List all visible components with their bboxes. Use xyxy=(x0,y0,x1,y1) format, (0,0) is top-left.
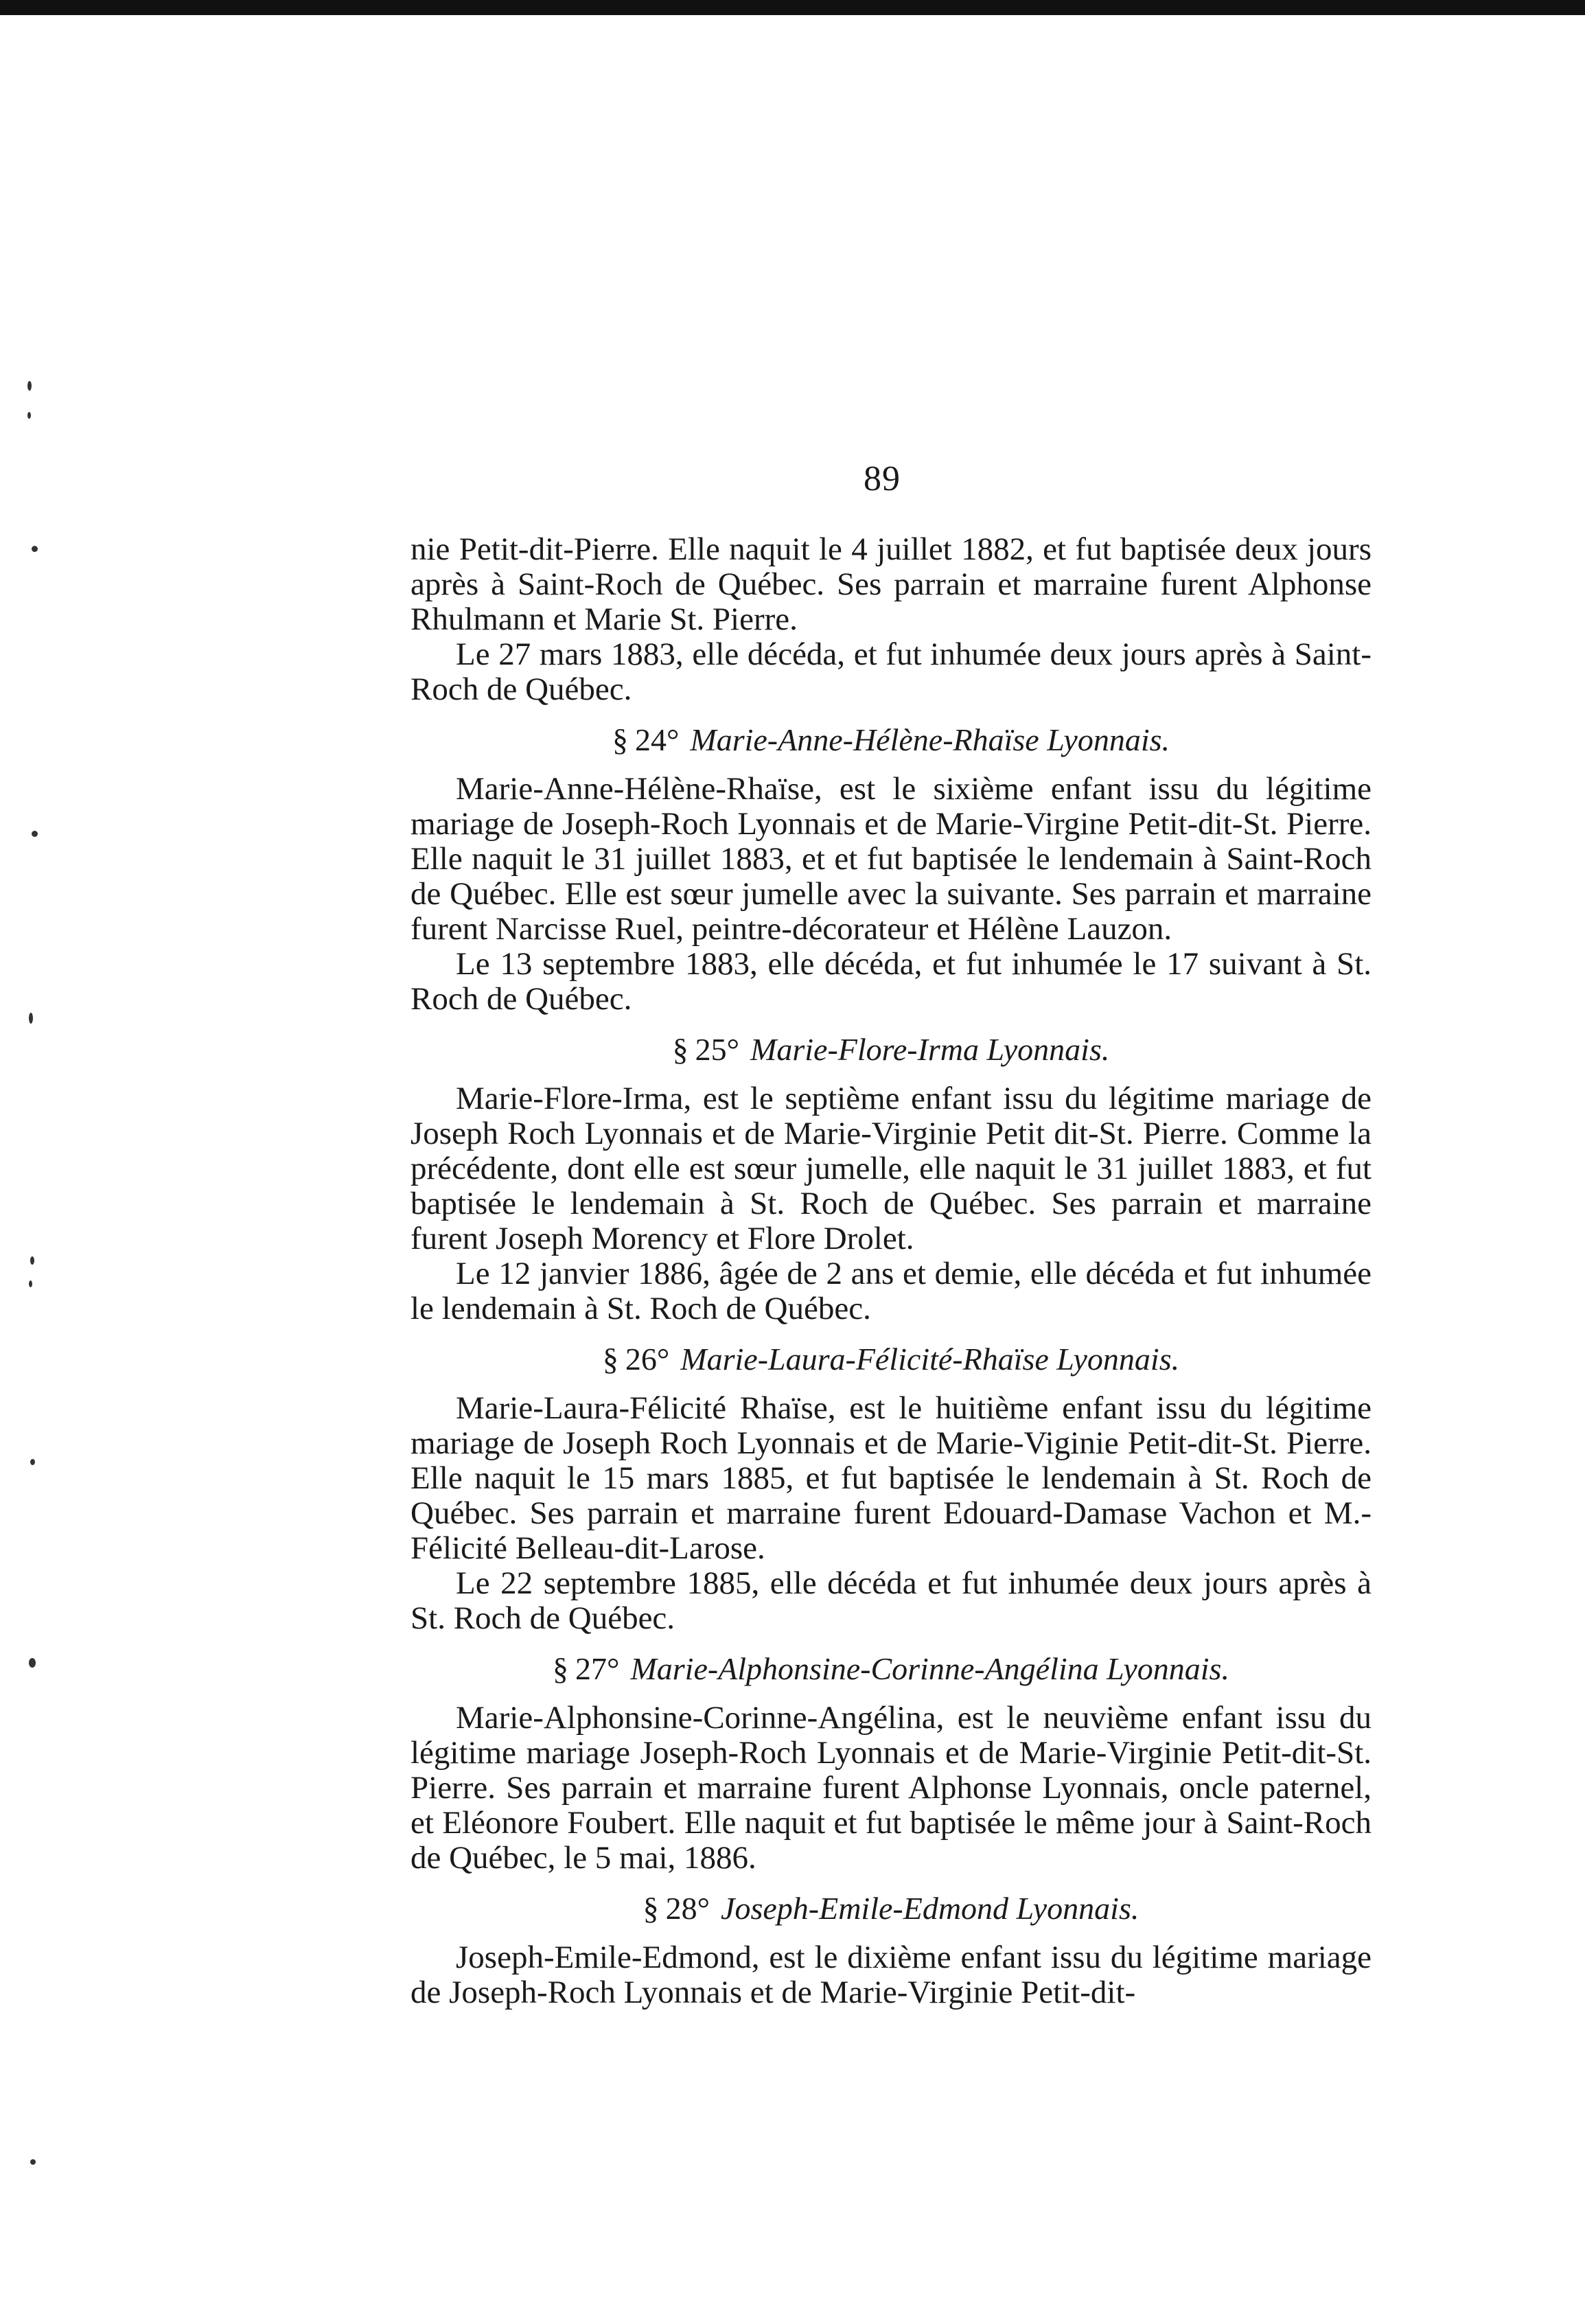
entry-heading xyxy=(410,1891,1372,1926)
section-mark: § xyxy=(553,1651,569,1686)
entry-heading xyxy=(410,722,1372,758)
body-paragraph: Le 13 septembre 1883, elle décéda, et fut inhumée le 17 suivant à St. Roch de Québec. xyxy=(410,946,1372,1017)
entry-heading xyxy=(410,1651,1372,1687)
entry-name: Marie-Alphonsine-Corinne-Angélina Lyonnais. xyxy=(630,1651,1229,1686)
margin-speck xyxy=(29,1013,33,1024)
entry-name: Joseph-Emile-Edmond Lyonnais. xyxy=(721,1891,1139,1926)
body-paragraph: Marie-Flore-Irma, est le septième enfant issu du légitime mariage de Joseph Roch Lyonnais et de Marie-Virginie Petit dit-St. Pierre. Comme la précédente, dont elle est sœur jumelle, elle naquit le 31 juillet 1883, et fut baptisée le lendemain à St. Roch de Québec. Ses parrain et marraine furent Joseph Morency et Flore Drolet. xyxy=(410,1081,1372,1256)
margin-speck xyxy=(30,1459,35,1465)
margin-speck xyxy=(27,412,31,419)
body-paragraph: Marie-Laura-Félicité Rhaïse, est le huitième enfant issu du légitime mariage de Joseph Roch Lyonnais et de Marie-Viginie Petit-dit-St. Pierre. Elle naquit le 15 mars 1885, et fut baptisée le lendemain à St. Roch de Québec. Ses parrain et marraine furent Edouard-Damase Vachon et M.-Félicité Belleau-dit-Larose. xyxy=(410,1390,1372,1566)
section-mark: § xyxy=(602,1342,618,1377)
margin-speck xyxy=(30,2159,36,2165)
body-paragraph: Le 27 mars 1883, elle décéda, et fut inhumée deux jours après à Saint-Roch de Québec. xyxy=(410,636,1372,707)
margin-speck xyxy=(29,1280,32,1287)
margin-speck xyxy=(27,381,32,391)
body-paragraph: Marie-Alphonsine-Corinne-Angélina, est le neuvième enfant issu du légitime mariage Joseph-Roch Lyonnais et de Marie-Virginie Petit-dit-St. Pierre. Ses parrain et marraine furent Alphonse Lyonnais, oncle paternel, et Eléonore Foubert. Elle naquit et fut baptisée le même jour à Saint-Roch de Québec, le 5 mai, 1886. xyxy=(410,1700,1372,1876)
entry-number: 24° xyxy=(634,722,680,757)
page-number: 89 xyxy=(864,459,901,498)
entry-name: Marie-Anne-Hélène-Rhaïse Lyonnais. xyxy=(690,722,1170,757)
margin-speck xyxy=(30,1256,34,1265)
entry-number: 26° xyxy=(625,1342,670,1377)
entry-name: Marie-Flore-Irma Lyonnais. xyxy=(750,1032,1110,1067)
page-body-text xyxy=(410,532,1372,2010)
body-paragraph: Joseph-Emile-Edmond, est le dixième enfant issu du légitime mariage de Joseph-Roch Lyonnais et de Marie-Virginie Petit-dit- xyxy=(410,1940,1372,2010)
entry-number: 25° xyxy=(695,1032,740,1067)
body-paragraph: nie Petit-dit-Pierre. Elle naquit le 4 juillet 1882, et fut baptisée deux jours après à Saint-Roch de Québec. Ses parrain et marraine furent Alphonse Rhulmann et Marie St. Pierre. xyxy=(410,531,1372,637)
entry-name: Marie-Laura-Félicité-Rhaïse Lyonnais. xyxy=(680,1342,1180,1377)
margin-speck xyxy=(32,831,38,837)
section-mark: § xyxy=(643,1891,659,1926)
body-paragraph: Le 22 septembre 1885, elle décéda et fut inhumée deux jours après à St. Roch de Québec. xyxy=(410,1565,1372,1636)
section-mark: § xyxy=(612,722,628,757)
entry-heading xyxy=(410,1342,1372,1377)
margin-speck xyxy=(32,546,38,552)
body-paragraph: Le 12 janvier 1886, âgée de 2 ans et demie, elle décéda et fut inhumée le lendemain à St. Roch de Québec. xyxy=(410,1256,1372,1326)
entry-number: 27° xyxy=(575,1651,620,1686)
margin-speck xyxy=(29,1658,36,1668)
section-mark: § xyxy=(672,1032,689,1067)
body-paragraph: Marie-Anne-Hélène-Rhaïse, est le sixième enfant issu du légitime mariage de Joseph-Roch Lyonnais et de Marie-Virgine Petit-dit-St. Pierre. Elle naquit le 31 juillet 1883, et et fut baptisée le lendemain à Saint-Roch de Québec. Elle est sœur jumelle avec la suivante. Ses parrain et marraine furent Narcisse Ruel, peintre-décorateur et Hélène Lauzon. xyxy=(410,771,1372,947)
entry-heading xyxy=(410,1032,1372,1068)
entry-number: 28° xyxy=(665,1891,710,1926)
